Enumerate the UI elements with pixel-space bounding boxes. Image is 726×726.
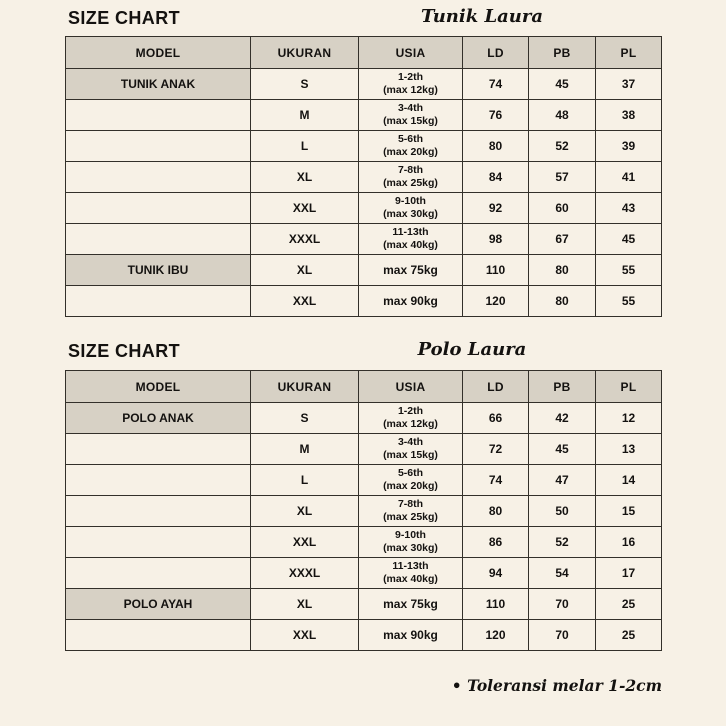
cell-pb: 42	[529, 403, 596, 434]
cell-model	[66, 558, 251, 589]
cell-pl: 25	[596, 589, 662, 620]
cell-pb: 50	[529, 496, 596, 527]
cell-ukuran: XXL	[251, 527, 359, 558]
cell-usia	[359, 100, 463, 131]
cell-ukuran: M	[251, 100, 359, 131]
cell-ld: 74	[463, 465, 529, 496]
cell-model: TUNIK ANAK	[66, 69, 251, 100]
table-row	[66, 100, 662, 131]
cell-ukuran: XXXL	[251, 558, 359, 589]
header-ld: LD	[463, 37, 529, 69]
cell-ld: 84	[463, 162, 529, 193]
usia-line: (max 30kg)	[383, 208, 438, 220]
usia-line: 5-6th	[397, 133, 424, 146]
header-pl: PL	[596, 371, 662, 403]
cell-ukuran: L	[251, 465, 359, 496]
cell-pb: 80	[529, 255, 596, 286]
cell-ukuran: XL	[251, 496, 359, 527]
usia-line: max 90kg	[383, 628, 438, 642]
cell-ld: 80	[463, 131, 529, 162]
size-chart-heading-tunik: SIZE CHART	[68, 8, 180, 28]
usia-line: 1-2th	[397, 405, 424, 418]
header-model: MODEL	[66, 37, 251, 69]
header-usia: USIA	[359, 371, 463, 403]
cell-pb: 45	[529, 69, 596, 100]
cell-pb: 60	[529, 193, 596, 224]
usia-line: (max 12kg)	[383, 84, 438, 96]
cell-ld: 110	[463, 589, 529, 620]
cell-usia	[359, 496, 463, 527]
cell-ukuran: XXL	[251, 193, 359, 224]
usia-line: (max 20kg)	[383, 146, 438, 158]
usia-line: (max 25kg)	[383, 177, 438, 189]
usia-line: (max 15kg)	[383, 115, 438, 127]
cell-pl: 14	[596, 465, 662, 496]
cell-usia	[359, 193, 463, 224]
cell-pl: 25	[596, 620, 662, 651]
cell-ukuran: L	[251, 131, 359, 162]
usia-line: 3-4th	[397, 436, 424, 449]
table-row	[66, 224, 662, 255]
table-row	[66, 255, 662, 286]
cell-pb: 52	[529, 527, 596, 558]
cell-model	[66, 193, 251, 224]
header-ukuran: UKURAN	[251, 371, 359, 403]
cell-model: POLO AYAH	[66, 589, 251, 620]
cell-usia	[359, 465, 463, 496]
cell-pb: 67	[529, 224, 596, 255]
usia-line: 7-8th	[397, 498, 424, 511]
usia-line: 11-13th	[392, 560, 429, 573]
cell-ukuran: XL	[251, 162, 359, 193]
header-model: MODEL	[66, 371, 251, 403]
cell-pb: 52	[529, 131, 596, 162]
cell-ld: 74	[463, 69, 529, 100]
usia-line: (max 30kg)	[383, 542, 438, 554]
usia-line: (max 25kg)	[383, 511, 438, 523]
cell-ld: 120	[463, 620, 529, 651]
usia-line: (max 40kg)	[383, 573, 438, 585]
cell-ukuran: S	[251, 403, 359, 434]
usia-line: 9-10th	[395, 529, 426, 542]
usia-line: (max 12kg)	[383, 418, 438, 430]
cell-model	[66, 100, 251, 131]
size-chart-heading-polo: SIZE CHART	[68, 341, 180, 361]
usia-line: 7-8th	[397, 164, 424, 177]
cell-usia	[359, 162, 463, 193]
table-row	[66, 589, 662, 620]
table-row	[66, 286, 662, 317]
cell-model	[66, 224, 251, 255]
cell-pl: 15	[596, 496, 662, 527]
usia-line: max 75kg	[383, 597, 438, 611]
table-row	[66, 527, 662, 558]
cell-ld: 94	[463, 558, 529, 589]
header-ukuran: UKURAN	[251, 37, 359, 69]
cell-usia	[359, 620, 463, 651]
cell-ukuran: XXL	[251, 620, 359, 651]
cell-usia	[359, 527, 463, 558]
cell-pl: 55	[596, 286, 662, 317]
cell-ld: 98	[463, 224, 529, 255]
cell-ukuran: XL	[251, 589, 359, 620]
cell-model	[66, 465, 251, 496]
table-row	[66, 193, 662, 224]
usia-line: 1-2th	[397, 71, 424, 84]
cell-pl: 37	[596, 69, 662, 100]
table-row	[66, 69, 662, 100]
cell-model	[66, 162, 251, 193]
cell-pb: 45	[529, 434, 596, 465]
header-pb: PB	[529, 37, 596, 69]
cell-pb: 70	[529, 589, 596, 620]
cell-pl: 43	[596, 193, 662, 224]
cell-ld: 66	[463, 403, 529, 434]
cell-ukuran: S	[251, 69, 359, 100]
table-header-row	[66, 371, 662, 403]
header-ld: LD	[463, 371, 529, 403]
cell-model	[66, 131, 251, 162]
usia-line: (max 40kg)	[383, 239, 438, 251]
usia-line: 5-6th	[397, 467, 424, 480]
cell-ukuran: XL	[251, 255, 359, 286]
cell-pb: 54	[529, 558, 596, 589]
cell-ukuran: XXL	[251, 286, 359, 317]
cell-usia	[359, 224, 463, 255]
cell-model	[66, 496, 251, 527]
usia-line: 3-4th	[397, 102, 424, 115]
cell-model	[66, 620, 251, 651]
cell-ld: 80	[463, 496, 529, 527]
cell-ld: 110	[463, 255, 529, 286]
table-row	[66, 131, 662, 162]
cell-pl: 16	[596, 527, 662, 558]
cell-pl: 45	[596, 224, 662, 255]
table-title-tunik-laura: Tunik Laura	[420, 6, 544, 27]
cell-usia	[359, 558, 463, 589]
cell-pb: 47	[529, 465, 596, 496]
table-row	[66, 496, 662, 527]
cell-ukuran: M	[251, 434, 359, 465]
cell-ukuran: XXXL	[251, 224, 359, 255]
header-usia: USIA	[359, 37, 463, 69]
cell-usia	[359, 434, 463, 465]
table-row	[66, 162, 662, 193]
cell-usia	[359, 69, 463, 100]
cell-pl: 55	[596, 255, 662, 286]
table-row	[66, 620, 662, 651]
tolerance-note: • Toleransi melar 1-2cm	[451, 676, 662, 695]
cell-usia	[359, 286, 463, 317]
header-pl: PL	[596, 37, 662, 69]
header-pb: PB	[529, 371, 596, 403]
usia-line: (max 20kg)	[383, 480, 438, 492]
cell-pl: 41	[596, 162, 662, 193]
cell-model	[66, 527, 251, 558]
cell-ld: 86	[463, 527, 529, 558]
usia-line: max 90kg	[383, 294, 438, 308]
cell-usia	[359, 255, 463, 286]
cell-model: POLO ANAK	[66, 403, 251, 434]
table-title-polo-laura: Polo Laura	[417, 339, 527, 360]
size-table-polo	[65, 370, 662, 651]
cell-pl: 13	[596, 434, 662, 465]
table-row	[66, 465, 662, 496]
cell-ld: 72	[463, 434, 529, 465]
size-table-tunik	[65, 36, 662, 317]
cell-usia	[359, 131, 463, 162]
table-row	[66, 558, 662, 589]
cell-ld: 92	[463, 193, 529, 224]
cell-ld: 120	[463, 286, 529, 317]
cell-pb: 70	[529, 620, 596, 651]
usia-line: 11-13th	[392, 226, 429, 239]
cell-pb: 48	[529, 100, 596, 131]
usia-line: (max 15kg)	[383, 449, 438, 461]
cell-model	[66, 286, 251, 317]
cell-pb: 80	[529, 286, 596, 317]
cell-usia	[359, 403, 463, 434]
cell-pl: 12	[596, 403, 662, 434]
cell-model: TUNIK IBU	[66, 255, 251, 286]
table-header-row	[66, 37, 662, 69]
table-row	[66, 403, 662, 434]
cell-pb: 57	[529, 162, 596, 193]
cell-ld: 76	[463, 100, 529, 131]
usia-line: 9-10th	[395, 195, 426, 208]
cell-pl: 39	[596, 131, 662, 162]
usia-line: max 75kg	[383, 263, 438, 277]
cell-pl: 17	[596, 558, 662, 589]
cell-pl: 38	[596, 100, 662, 131]
cell-model	[66, 434, 251, 465]
table-row	[66, 434, 662, 465]
cell-usia	[359, 589, 463, 620]
